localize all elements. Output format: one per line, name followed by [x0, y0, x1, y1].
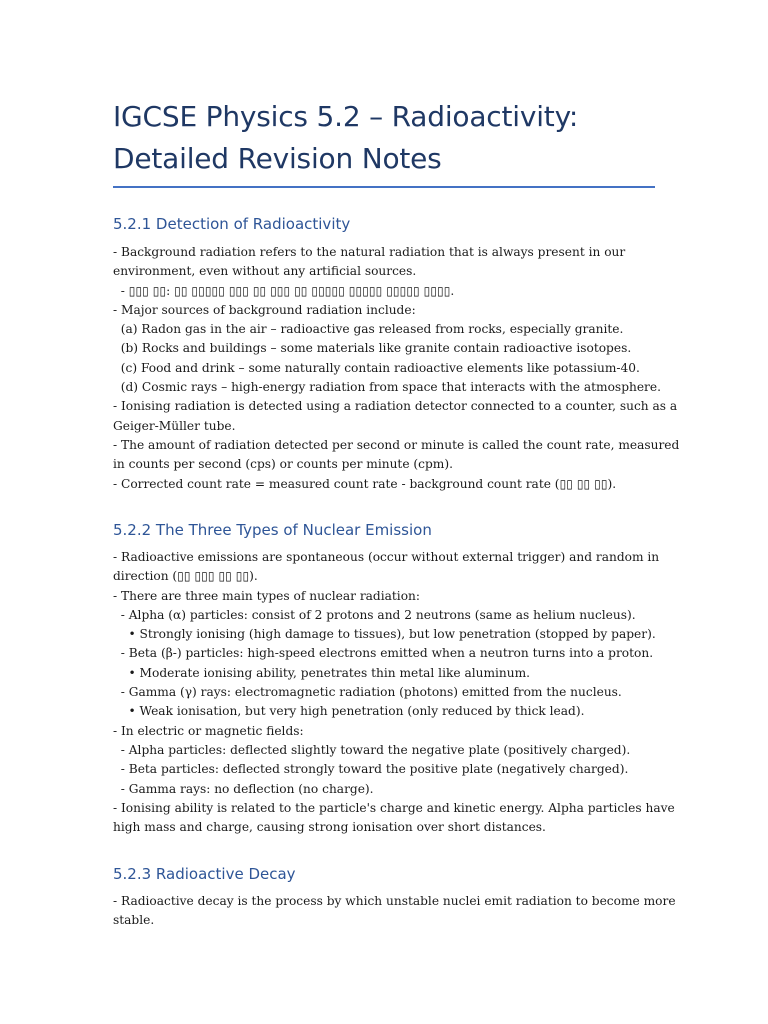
- text-line: in counts per second (cps) or counts per minute (cpm).: [113, 457, 453, 472]
- text-line: - The amount of radiation detected per second or minute is called the count rate, measured: [113, 437, 680, 452]
- text-line: - Alpha particles: deflected slightly toward the negative plate (positively charged).: [113, 742, 631, 757]
- title-divider: [113, 186, 655, 188]
- section-heading: 5.2.1 Detection of Radioactivity: [113, 215, 351, 233]
- text-line: (d) Cosmic rays – high-energy radiation from space that interacts with the atmosphere.: [113, 380, 661, 395]
- section-heading: 5.2.2 The Three Types of Nuclear Emission: [113, 521, 432, 539]
- text-line: - Alpha (α) particles: consist of 2 protons and 2 neutrons (same as helium nucleus).: [113, 607, 636, 622]
- text-line: - Major sources of background radiation include:: [113, 302, 416, 317]
- text-line: environment, even without any artificial sources.: [113, 264, 417, 279]
- text-line: • Weak ionisation, but very high penetration (only reduced by thick lead).: [113, 704, 585, 719]
- text-line: • Moderate ionising ability, penetrates thin metal like aluminum.: [113, 665, 531, 680]
- section-detection: [113, 214, 680, 494]
- text-line: - There are three main types of nuclear radiation:: [113, 588, 420, 603]
- section-body: [113, 892, 676, 931]
- text-line: Geiger-Müller tube.: [113, 418, 236, 433]
- section-body: [113, 548, 675, 837]
- text-line: - Ionising radiation is detected using a radiation detector connected to a counter, such as a: [113, 399, 678, 414]
- text-line: - Gamma (γ) rays: electromagnetic radiation (photons) emitted from the nucleus.: [113, 685, 622, 700]
- text-line: (a) Radon gas in the air – radioactive gas released from rocks, especially granite.: [113, 322, 624, 337]
- text-line: direction (▯▯ ▯▯▯ ▯▯ ▯▯).: [113, 569, 258, 584]
- section-heading: 5.2.3 Radioactive Decay: [113, 865, 296, 883]
- section-emission-types: [113, 520, 675, 837]
- section-decay: [113, 864, 676, 931]
- text-line: (c) Food and drink – some naturally contain radioactive elements like potassium-40.: [113, 360, 640, 375]
- text-line: - Radioactive decay is the process by which unstable nuclei emit radiation to become more: [113, 894, 676, 908]
- text-line: high mass and charge, causing strong ionisation over short distances.: [113, 820, 546, 835]
- text-line: • Strongly ionising (high damage to tissues), but low penetration (stopped by paper).: [113, 627, 656, 642]
- text-line: - In electric or magnetic fields:: [113, 723, 304, 738]
- text-line: - Beta particles: deflected strongly toward the positive plate (negatively charged).: [113, 762, 629, 777]
- text-line: - Background radiation refers to the natural radiation that is always present in our: [113, 245, 626, 259]
- text-line: - Beta (β-) particles: high-speed electrons emitted when a neutron turns into a proton.: [113, 646, 654, 661]
- title-line-1: IGCSE Physics 5.2 – Radioactivity:: [113, 100, 579, 133]
- text-line: - Corrected count rate = measured count rate - background count rate (▯▯ ▯▯ ▯▯).: [113, 476, 617, 491]
- text-line: (b) Rocks and buildings – some materials like granite contain radioactive isotopes.: [113, 341, 632, 356]
- document-title: [113, 96, 658, 180]
- text-line: - ▯▯▯ ▯▯: ▯▯ ▯▯▯▯▯ ▯▯▯ ▯▯ ▯▯▯ ▯▯ ▯▯▯▯▯ ▯▯▯▯▯ ▯▯▯▯▯ ▯▯▯▯.: [113, 283, 455, 298]
- document-page: [113, 96, 680, 928]
- text-line: stable.: [113, 913, 155, 928]
- text-line: - Ionising ability is related to the particle's charge and kinetic energy. Alpha particles have: [113, 800, 675, 815]
- title-line-2: Detailed Revision Notes: [113, 142, 442, 175]
- text-line: - Gamma rays: no deflection (no charge).: [113, 781, 374, 796]
- section-body: [113, 243, 680, 494]
- text-line: - Radioactive emissions are spontaneous (occur without external trigger) and random in: [113, 550, 660, 564]
